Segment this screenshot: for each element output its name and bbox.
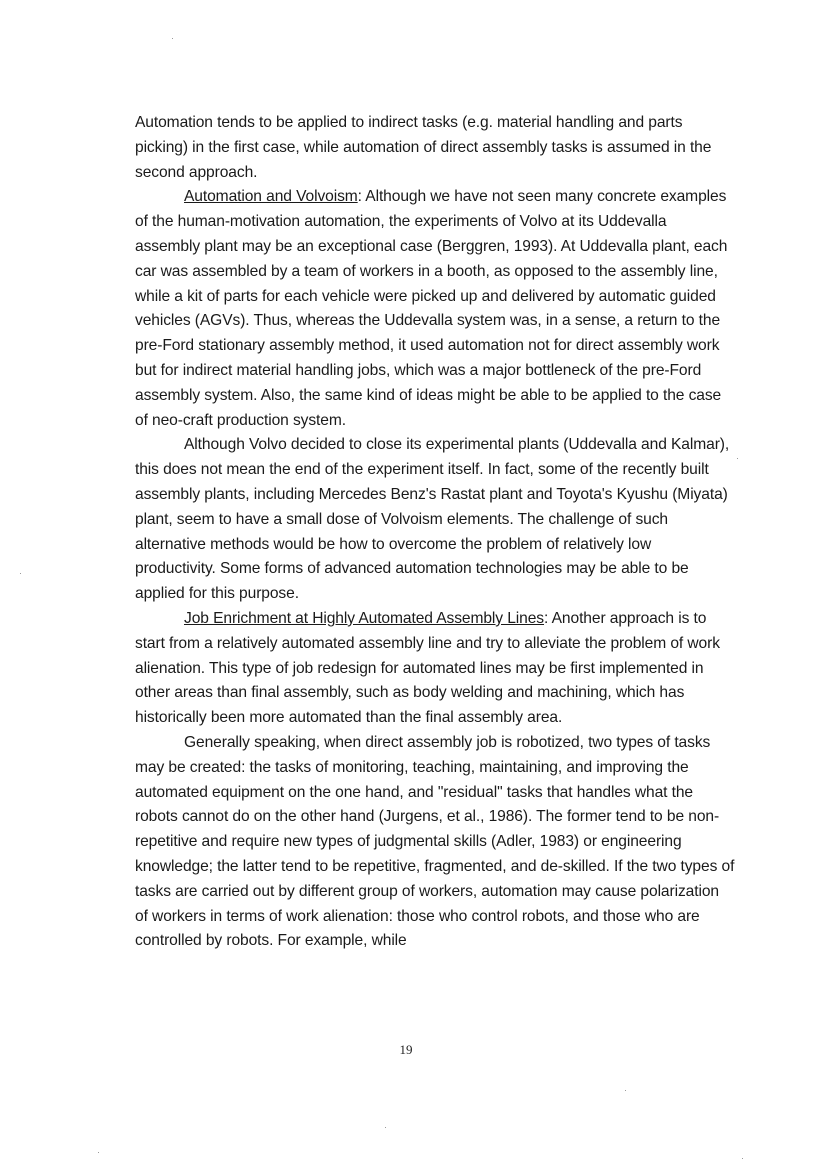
scan-speck [737,458,738,459]
paragraph-2-text: : Although we have not seen many concrete examples of the human-motivation automation, the experiments of Volvo at its Uddevalla assembly plant may be an exceptional case (Berggren, 1993). At Uddevalla plant, each car was assembled by a team of workers in a booth, as opposed to the assembly line, while a kit of parts for each vehicle were picked up and delivered by automatic guided vehicles (AGVs). Thus, whereas the Uddevalla system was, in a sense, a return to the pre-Ford stationary assembly method, it used automation not for direct assembly work but for indirect material handling jobs, which was a major bottleneck of the pre-Ford assembly system. Also, the same kind of ideas might be able to be applied to the case of neo-craft production system. [135,188,728,429]
paragraph-3-text: Although Volvo decided to close its experimental plants (Uddevalla and Kalmar), this does not mean the end of the experiment itself. In fact, some of the recently built assembly plants, including Mercedes Benz's Rastat plant and Toyota's Kyushu (Miyata) plant, seem to have a small dose of Volvoism elements. The challenge of such alternative methods would be how to overcome the problem of relatively low productivity. Some forms of advanced automation technologies may be able to be applied for this purpose. [135,436,730,603]
body-text [135,111,735,954]
scan-speck [742,1158,743,1159]
paragraph-1-text: Automation tends to be applied to indirect tasks (e.g. material handling and parts picking) in the first case, while automation of direct assembly tasks is assumed in the second approach. [135,114,712,181]
page-number: 19 [399,1042,413,1057]
scan-speck [172,38,173,39]
section-heading-automation-and-volvoism: Automation and Volvoism [184,188,358,206]
scan-speck [98,1152,99,1153]
scan-speck [625,1090,626,1091]
paragraph-1 [135,111,735,185]
paragraph-4 [135,607,735,731]
scan-speck [385,1127,386,1128]
paragraph-3 [135,433,735,607]
paragraph-5 [135,731,735,954]
section-heading-job-enrichment: Job Enrichment at Highly Automated Assembly Lines [184,609,545,627]
scan-speck [20,573,21,574]
paragraph-5-text: Generally speaking, when direct assembly job is robotized, two types of tasks may be created: the tasks of monitoring, teaching, maintaining, and improving the automated equipment on the one hand, and "residual" tasks that handles what the robots cannot do on the other hand (Jurgens, et al., 1986). The former tend to be non-repetitive and require new types of judgmental skills (Adler, 1983) or engineering knowledge; the latter tend to be repetitive, fragmented, and de-skilled. If the two types of tasks are carried out by different group of workers, automation may cause polarization of workers in terms of work alienation: those who control robots, and those who are controlled by robots. For example, while [135,733,735,950]
paragraph-4-text: : Another approach is to start from a relatively automated assembly line and try to alleviate the problem of work alienation. This type of job redesign for automated lines may be first implemented in other areas than final assembly, such as body welding and machining, which has historically been more automated than the final assembly area. [135,609,720,727]
paragraph-2 [135,185,735,433]
